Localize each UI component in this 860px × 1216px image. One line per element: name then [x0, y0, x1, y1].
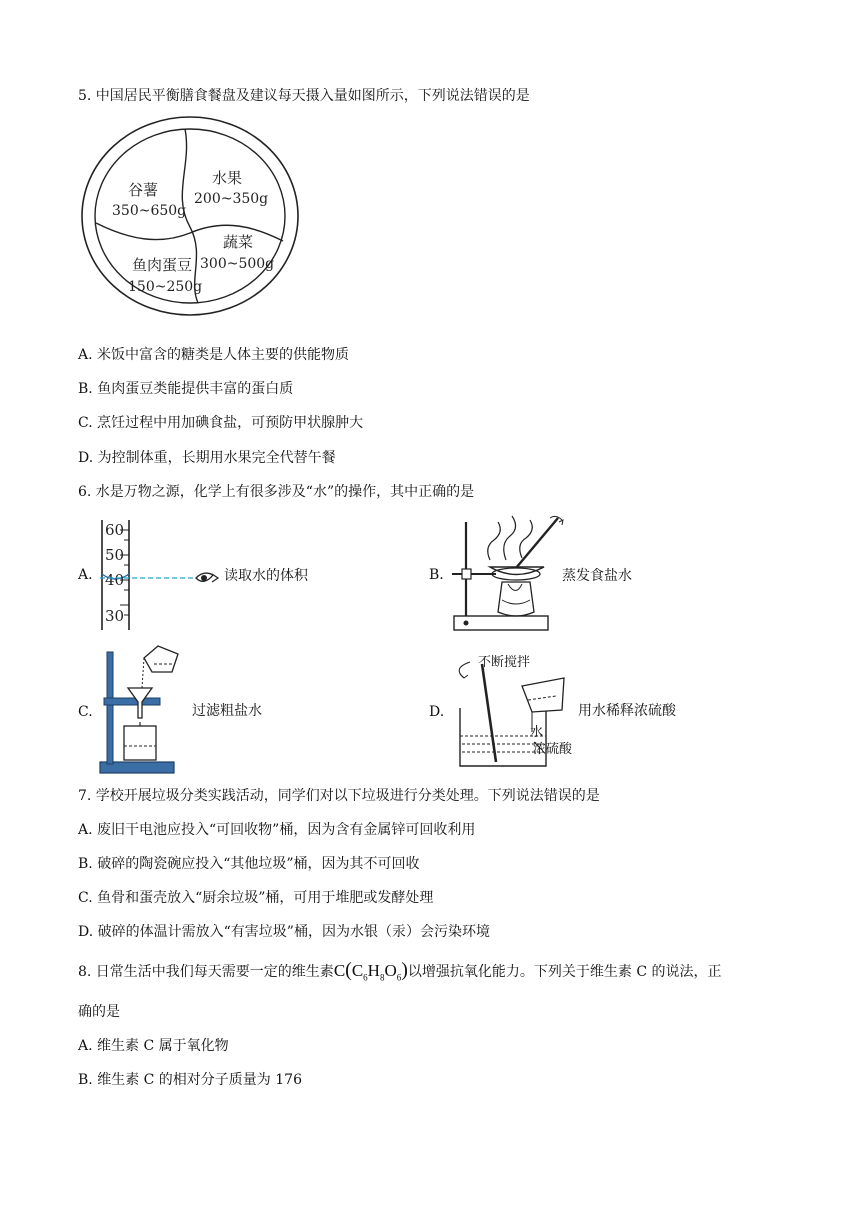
q7-option-a: A. 废旧干电池应投入“可回收物”桶，因为含有金属锌可回收利用 — [78, 822, 476, 838]
veg-amount: 300~500g — [200, 256, 275, 272]
stir-label: 不断搅拌 — [478, 655, 531, 670]
q6-b-letter: B. — [429, 567, 444, 583]
formula-lparen: ( — [345, 959, 352, 981]
q6-stem: 6. 水是万物之源，化学上有很多涉及“水”的操作，其中正确的是 — [78, 484, 475, 500]
vitamin-c-formula — [333, 959, 408, 983]
cylinder-tick-30: 30 — [105, 607, 125, 625]
q6-c-label: 过滤粗盐水 — [192, 703, 262, 719]
q7-stem: 7. 学校开展垃圾分类实践活动，同学们对以下垃圾进行分类处理。下列说法错误的是 — [78, 788, 600, 804]
cylinder-tick-60: 60 — [105, 521, 125, 539]
q6-d-label: 用水稀释浓硫酸 — [578, 703, 676, 719]
protein-name: 鱼肉蛋豆 — [132, 256, 193, 274]
evaporation-setup-diagram — [450, 512, 570, 636]
cylinder-tick-50: 50 — [105, 546, 125, 564]
formula-oxygen: O — [384, 961, 397, 980]
q6-a-label: 读取水的体积 — [224, 568, 308, 584]
grains-amount: 350~650g — [112, 203, 187, 219]
graduated-cylinder-diagram — [96, 518, 226, 632]
q8-stem-after: 以增强抗氧化能力。下列关于维生素 C 的说法，正 — [407, 964, 722, 980]
formula-rparen: ) — [401, 959, 408, 981]
grains-name: 谷薯 — [128, 181, 159, 199]
formula-carbon-count: 6 — [363, 972, 368, 983]
q6-b-label: 蒸发食盐水 — [562, 568, 632, 584]
q8-stem-before: 8. 日常生活中我们每天需要一定的维生素 — [78, 964, 334, 980]
water-label: 水 — [530, 725, 544, 740]
q5-option-b: B. 鱼肉蛋豆类能提供丰富的蛋白质 — [78, 381, 294, 397]
q8-option-a: A. 维生素 C 属于氧化物 — [78, 1038, 229, 1054]
formula-oxygen-count: 6 — [396, 972, 402, 983]
eye-icon — [196, 573, 218, 582]
formula-c: C — [333, 961, 346, 980]
q6-c-letter: C. — [78, 704, 93, 720]
q8-stem-line2: 确的是 — [78, 1004, 120, 1020]
q8-stem-line1 — [78, 961, 722, 986]
filtration-setup-diagram — [98, 642, 198, 776]
formula-carbon: C — [351, 961, 364, 980]
q7-option-b: B. 破碎的陶瓷碗应投入“其他垃圾”桶，因为其不可回收 — [78, 856, 420, 872]
q5-stem: 5. 中国居民平衡膳食餐盘及建议每天摄入量如图所示，下列说法错误的是 — [78, 88, 530, 104]
cylinder-tick-40: 40 — [105, 571, 125, 589]
protein-amount: 150~250g — [128, 279, 203, 295]
food-plate-diagram — [80, 115, 300, 317]
q5-option-c: C. 烹饪过程中用加碘食盐，可预防甲状腺肿大 — [78, 415, 364, 431]
acid-label: 浓硫酸 — [533, 742, 573, 757]
fruit-amount: 200~350g — [194, 191, 269, 207]
fruit-name: 水果 — [212, 169, 243, 187]
q6-d-letter: D. — [429, 704, 445, 720]
q8-option-b: B. 维生素 C 的相对分子质量为 176 — [78, 1072, 302, 1088]
q7-option-c: C. 鱼骨和蛋壳放入“厨余垃圾”桶，可用于堆肥或发酵处理 — [78, 890, 434, 906]
formula-hydrogen-count: 8 — [379, 972, 385, 983]
veg-name: 蔬菜 — [223, 233, 254, 251]
q7-option-d: D. 破碎的体温计需放入“有害垃圾”桶，因为水银（汞）会污染环境 — [78, 924, 490, 940]
formula-hydrogen: H — [367, 961, 380, 980]
q5-option-a: A. 米饭中富含的糖类是人体主要的供能物质 — [78, 347, 350, 363]
q6-a-letter: A. — [78, 567, 93, 583]
q5-option-d: D. 为控制体重，长期用水果完全代替午餐 — [78, 450, 336, 466]
